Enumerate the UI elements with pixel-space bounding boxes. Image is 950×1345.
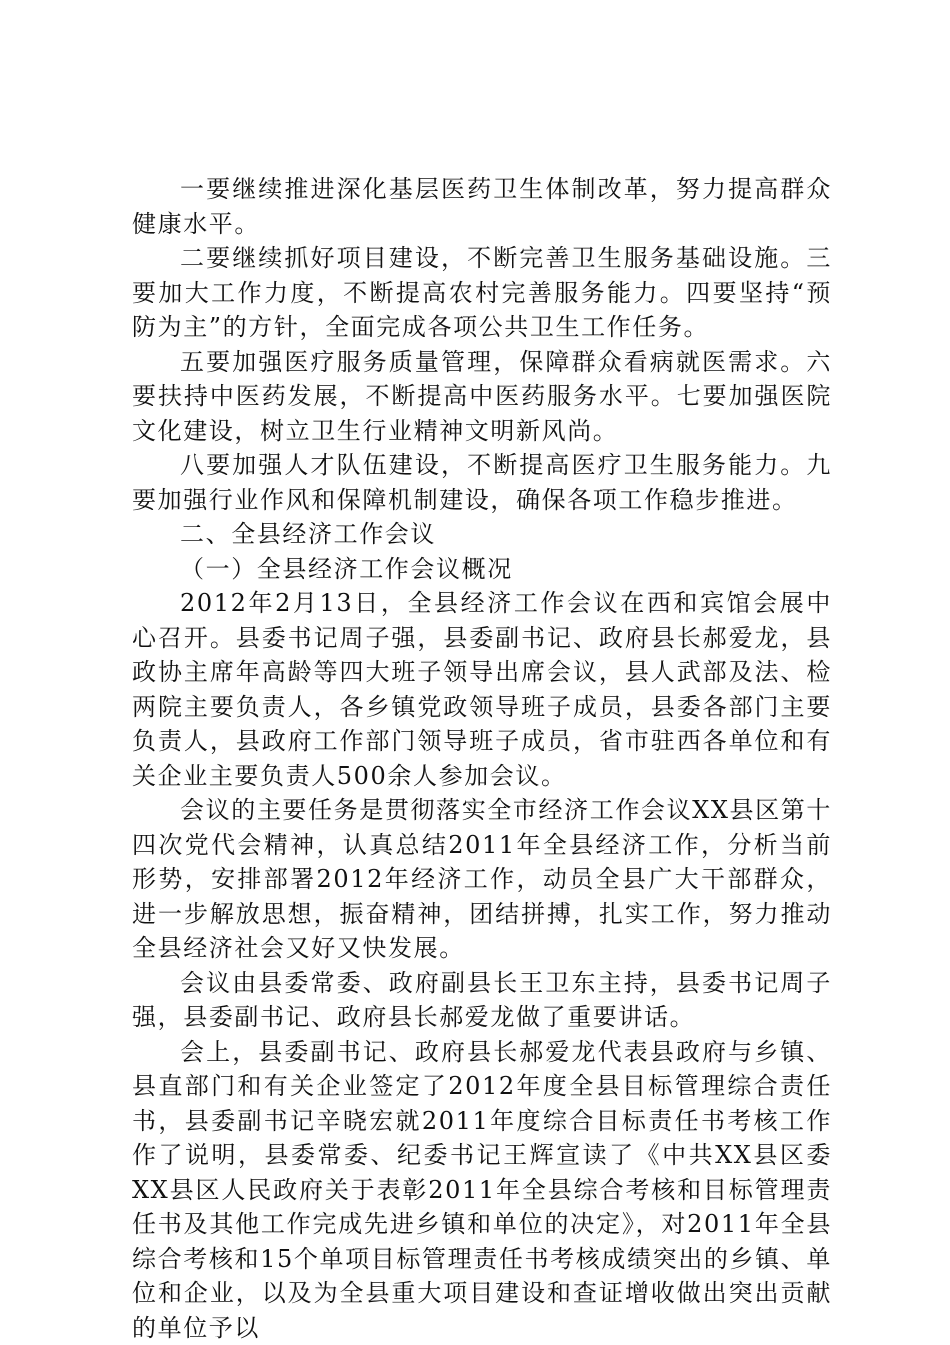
section-heading: 二、全县经济工作会议 bbox=[132, 517, 832, 552]
paragraph-meeting-signing: 会上，县委副书记、政府县长郝爱龙代表县政府与乡镇、县直部门和有关企业签定了2012年度全县目标管理综合责任书，县委副书记辛晓宏就2011年度综合目标责任书考核工作作了说明，县委常委、纪委书记王辉宣读了《中共XX县区委XX县区人民政府关于表彰2011年全县综合考核和目标管理责任书及其他工作完成先进乡镇和单位的决定》，对2011年全县综合考核和15个单项目标管理责任书考核成绩突出的乡镇、单位和企业，以及为全县重大项目建设和查证增收做出突出贡献的单位予以 bbox=[132, 1035, 832, 1345]
paragraph-health-goals-5-7: 五要加强医疗服务质量管理，保障群众看病就医需求。六要扶持中医药发展，不断提高中医药服务水平。七要加强医院文化建设，树立卫生行业精神文明新风尚。 bbox=[132, 345, 832, 449]
paragraph-health-goal-1: 一要继续推进深化基层医药卫生体制改革，努力提高群众健康水平。 bbox=[132, 172, 832, 241]
paragraph-meeting-host: 会议由县委常委、政府副县长王卫东主持，县委书记周子强，县委副书记、政府县长郝爱龙做了重要讲话。 bbox=[132, 966, 832, 1035]
paragraph-meeting-tasks: 会议的主要任务是贯彻落实全市经济工作会议XX县区第十四次党代会精神，认真总结2011年全县经济工作，分析当前形势，安排部署2012年经济工作，动员全县广大干部群众，进一步解放思想，振奋精神，团结拼搏，扎实工作，努力推动全县经济社会又好又快发展。 bbox=[132, 793, 832, 966]
subsection-heading: （一）全县经济工作会议概况 bbox=[132, 552, 832, 587]
paragraph-health-goals-2-4: 二要继续抓好项目建设，不断完善卫生服务基础设施。三要加大工作力度，不断提高农村完善服务能力。四要坚持“预防为主”的方针，全面完成各项公共卫生工作任务。 bbox=[132, 241, 832, 345]
document-body bbox=[132, 172, 832, 1345]
paragraph-health-goals-8-9: 八要加强人才队伍建设，不断提高医疗卫生服务能力。九要加强行业作风和保障机制建设，确保各项工作稳步推进。 bbox=[132, 448, 832, 517]
paragraph-meeting-overview: 2012年2月13日，全县经济工作会议在西和宾馆会展中心召开。县委书记周子强，县委副书记、政府县长郝爱龙，县政协主席年高龄等四大班子领导出席会议，县人武部及法、检两院主要负责人，各乡镇党政领导班子成员，县委各部门主要负责人，县政府工作部门领导班子成员，省市驻西各单位和有关企业主要负责人500余人参加会议。 bbox=[132, 586, 832, 793]
